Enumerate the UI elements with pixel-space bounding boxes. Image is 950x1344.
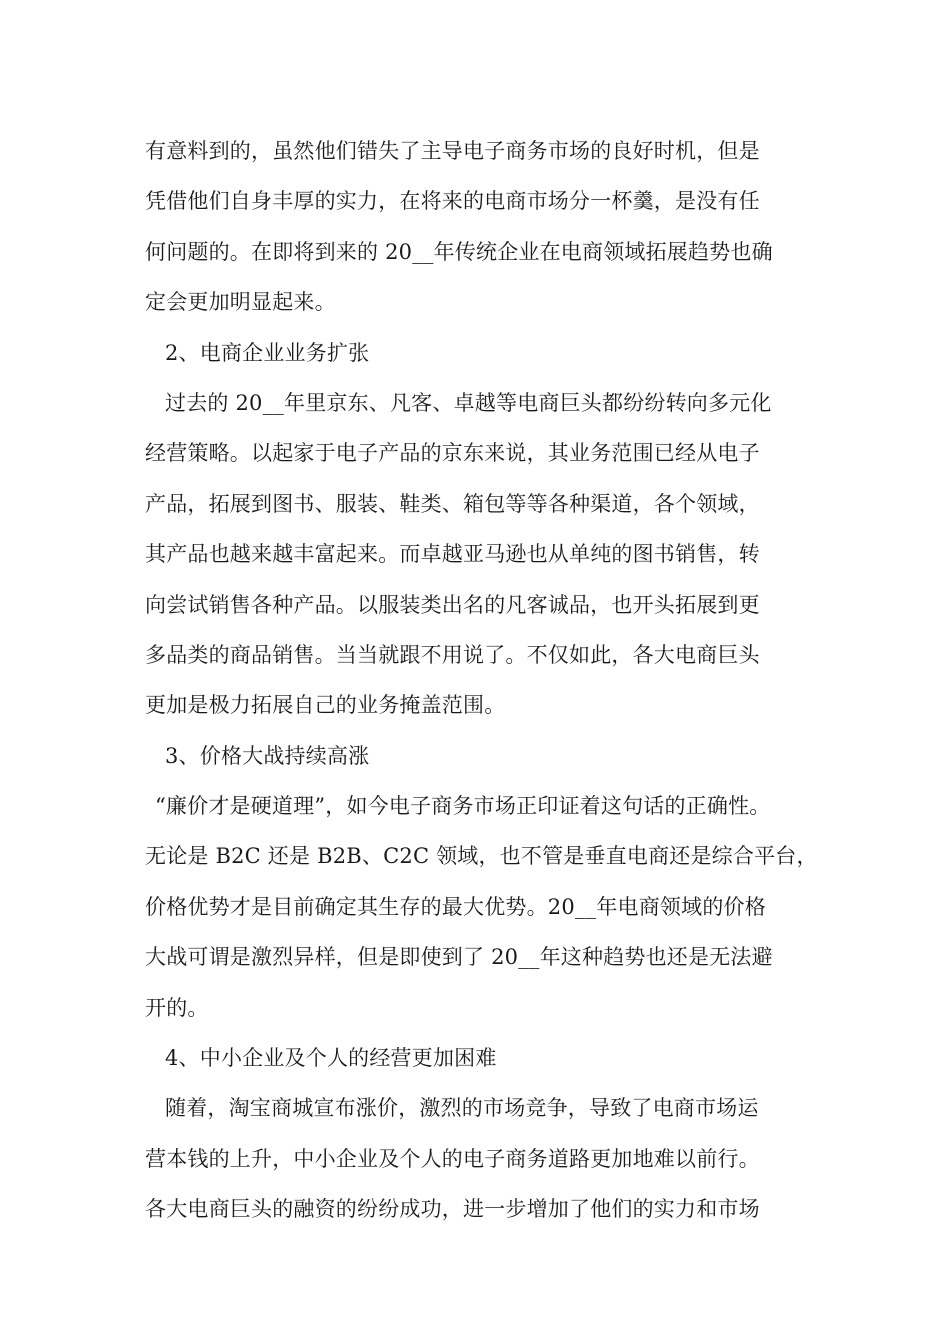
paragraph-line: 过去的 20__年里京东、凡客、卓越等电商巨头都纷纷转向多元化 [165,390,772,415]
paragraph-line: 大战可谓是激烈异样，但是即使到了 20__年这种趋势也还是无法避 [145,945,773,970]
paragraph-line: 产品，拓展到图书、服装、鞋类、箱包等等各种渠道，各个领域， [145,491,760,516]
document-body [145,126,818,1235]
section-heading: 3、价格大战持续高涨 [165,743,370,768]
paragraph-line: 更加是极力拓展自己的业务掩盖范围。 [145,693,506,718]
paragraph-line: 多品类的商品销售。当当就跟不用说了。不仅如此，各大电商巨头 [145,642,760,667]
paragraph-line: 何问题的。在即将到来的 20__年传统企业在电商领域拓展趋势也确 [145,239,773,264]
section-heading: 4、中小企业及个人的经营更加困难 [165,1046,497,1071]
paragraph-line: 价格优势才是目前确定其生存的最大优势。20__年电商领域的价格 [145,894,766,919]
paragraph-line: 有意料到的，虽然他们错失了主导电子商务市场的良好时机，但是 [145,139,760,163]
paragraph-line: 营本钱的上升，中小企业及个人的电子商务道路更加地难以前行。 [145,1146,760,1171]
paragraph-line: 向尝试销售各种产品。以服装类出名的凡客诚品，也开头拓展到更 [145,592,760,617]
paragraph-line: 开的。 [145,995,209,1020]
paragraph-line: 经营策略。以起家于电子产品的京东来说，其业务范围已经从电子 [145,441,760,466]
paragraph-line: 凭借他们自身丰厚的实力，在将来的电商市场分一杯羹，是没有任 [145,189,760,214]
paragraph-line: 定会更加明显起来。 [145,290,336,315]
paragraph-line: 其产品也越来越丰富起来。而卓越亚马逊也从单纯的图书销售，转 [145,542,760,567]
paragraph-line: 无论是 B2C 还是 B2B、C2C 领域，也不管是垂直电商还是综合平台， [145,844,818,869]
paragraph-line: 随着，淘宝商城宣布涨价，激烈的市场竞争，导致了电商市场运 [165,1096,759,1121]
paragraph-line: 各大电商巨头的融资的纷纷成功，进一步增加了他们的实力和市场 [145,1197,760,1222]
section-heading: 2、电商企业业务扩张 [165,340,370,365]
paragraph-line: “廉价才是硬道理”，如今电子商务市场正印证着这句话的正确性。 [155,794,771,819]
